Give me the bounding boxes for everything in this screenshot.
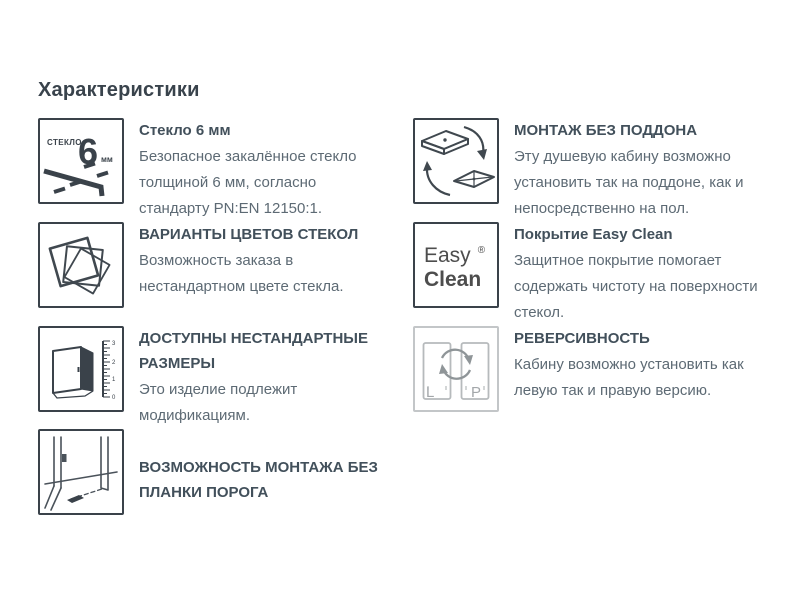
feature-body: Кабину возможно установить как левую так и правую версию. [514,356,744,399]
feature-body: Защитное покрытие помогает содержать чистоту на поверхности стекол. [514,252,758,321]
tray-cycle-icon [413,118,499,204]
feature-heading: ВОЗМОЖНОСТЬ МОНТАЖА БЕЗ ПЛАНКИ ПОРОГА [139,459,378,501]
feature-reversibility [413,326,765,429]
feature-body: Безопасное закалённое стекло толщиной 6 мм, согласно стандарту PN:EN 12150:1. [139,148,357,217]
right-version-label: P [471,384,482,401]
ruler-mark: 3 [112,341,116,347]
feature-body: Возможность заказа в нестандартном цвете стекла. [139,252,344,295]
feature-heading: Стекло 6 мм [139,122,231,139]
feature-no-threshold-mounting [38,429,390,532]
glass-icon-unit: мм [101,155,113,164]
page-title: Характеристики [38,79,200,101]
feature-body: Эту душевую кабину возможно установить так на поддоне, как и непосредственно на пол. [514,148,744,217]
feature-heading: Покрытие Easy Clean [514,226,673,243]
glass-6mm-icon [38,118,124,204]
registered-mark: ® [477,245,486,256]
empty-cell [413,429,765,532]
easy-clean-icon-line2: Clean [424,268,482,291]
feature-heading: МОНТАЖ БЕЗ ПОДДОНА [514,122,698,139]
feature-glass-color-options [38,222,390,326]
no-threshold-icon [38,429,124,515]
glass-colors-icon [38,222,124,308]
feature-heading: ДОСТУПНЫ НЕСТАНДАРТНЫЕ РАЗМЕРЫ [139,330,368,372]
left-version-label: L [426,384,435,401]
feature-glass-6mm [38,118,390,222]
reversibility-icon [413,326,499,412]
feature-custom-sizes [38,326,390,429]
feature-no-tray-mounting [413,118,765,222]
feature-heading: РЕВЕРСИВНОСТЬ [514,330,650,347]
ruler-mark: 1 [112,377,116,383]
feature-easy-clean-coating [413,222,765,326]
glass-icon-label: СТЕКЛО [47,138,82,147]
cabin-ruler-icon [38,326,124,412]
feature-heading: ВАРИАНТЫ ЦВЕТОВ СТЕКОЛ [139,226,359,243]
ruler-mark: 2 [112,360,116,366]
ruler-mark: 0 [112,395,116,401]
feature-body: Это изделие подлежит модификациям. [139,381,298,424]
features-grid [38,118,765,532]
easy-clean-icon [413,222,499,308]
easy-clean-icon-line1: Easy ® [424,244,486,267]
glass-icon-value: 6 [78,131,99,172]
